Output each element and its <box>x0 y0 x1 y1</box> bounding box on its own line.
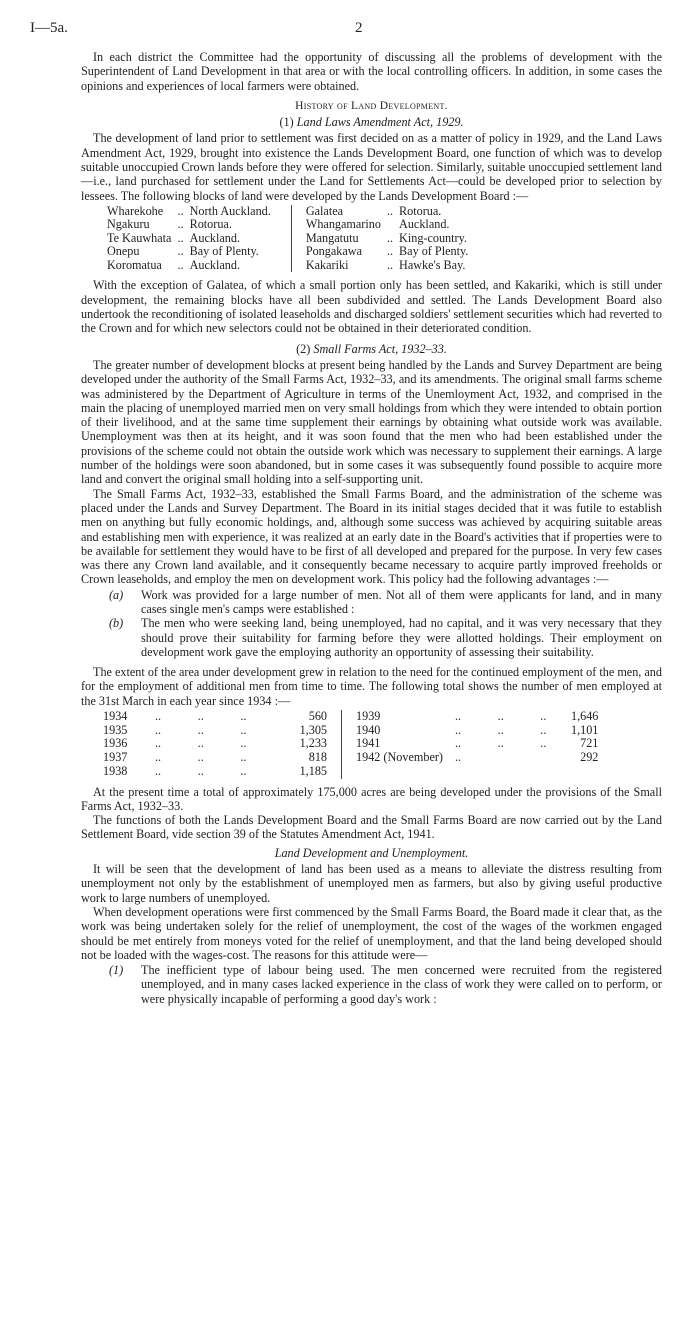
block-region: Auckland. <box>189 257 240 272</box>
section-1-paragraph-2: With the exception of Galatea, of which a small portion only has been settled, and Kakariki, which is still under development, the remaining blocks have all been subdivided and settled. The Lands Development Board also undertook the reconditioning of isolated leaseholds and discharged soldiers' settlement securities which had reverted to the Crown and for which new selectors could not be obtained in their deteriorated condition. <box>81 278 662 336</box>
employment-value-2: 721 <box>580 736 599 751</box>
document-body <box>81 50 662 1006</box>
leader-dots: .. .. .. <box>454 736 547 751</box>
leader-dots: .. .. .. <box>155 722 247 737</box>
block-name: Wharekohe <box>107 203 164 218</box>
section-3-paragraph-2: When development operations were first commenced by the Small Farms Board, the Board made it clear that, as the work was being undertaken solely for the relief of unemployment, the cost of the wages of the workmen engaged should be met entirely from moneys voted for the relief of unemployment, and that the land being developed should not be loaded with the wages-cost. The reasons for this attitude were— <box>81 904 662 962</box>
block-name-2: Mangatutu <box>291 232 387 246</box>
block-row <box>107 259 474 273</box>
employment-value: 818 <box>308 750 327 765</box>
block-region-2: Rotorua. <box>399 203 442 218</box>
employment-year: 1936 <box>103 736 128 751</box>
leader-dots: .. <box>386 230 394 245</box>
employment-value: 1,185 <box>299 763 327 778</box>
reason-item <box>109 963 662 1006</box>
section-2-title: Small Farms Act, 1932–33. <box>313 341 447 356</box>
employment-year: 1934 <box>103 709 128 724</box>
employment-year-2: 1940 <box>342 724 447 738</box>
document-reference: I—5a. <box>30 20 68 36</box>
page-number: 2 <box>355 20 363 36</box>
employment-row <box>103 765 602 779</box>
block-name: Ngakuru <box>107 217 150 232</box>
leader-dots: .. .. .. <box>155 763 247 778</box>
employment-value: 560 <box>308 709 327 724</box>
section-2-paragraph-5: The functions of both the Lands Development Board and the Small Farms Board are now carried out by the Land Settlement Board, vide section 39 of the Statutes Amendment Act, 1941. <box>81 813 662 842</box>
advantage-item <box>109 588 662 617</box>
leader-dots <box>447 765 550 779</box>
block-row <box>107 245 474 259</box>
block-region: Auckland. <box>189 230 240 245</box>
section-1-number: (1) <box>279 115 294 130</box>
block-region: Bay of Plenty. <box>189 244 259 259</box>
leader-dots: .. <box>386 244 394 259</box>
leader-dots: .. <box>386 203 394 218</box>
history-heading: History of Land Development. <box>295 99 448 112</box>
block-row <box>107 205 474 219</box>
block-region-2: Auckland. <box>399 217 450 232</box>
employment-year-2: 1941 <box>342 737 447 751</box>
employment-value: 1,305 <box>299 722 327 737</box>
block-name-2: Kakariki <box>291 259 387 273</box>
leader-dots: .. .. .. <box>454 722 547 737</box>
employment-year: 1937 <box>103 750 128 765</box>
section-3-heading: Land Development and Unemployment. <box>274 845 469 860</box>
reasons-list <box>81 963 662 1006</box>
advantages-list <box>81 588 662 659</box>
list-label: (1) <box>109 963 124 978</box>
employment-row <box>103 751 602 765</box>
list-text: The inefficient type of labour being used. The men concerned were recruited from the registered unemployed, and in many cases lacked experience in the class of work they were called on to perform, or were physically incapable of performing a good day's work : <box>141 963 662 1006</box>
page-header <box>30 20 670 40</box>
section-2-paragraph-1: The greater number of development blocks at present being handled by the Lands and Survey Department are being developed under the authority of the Small Farms Act, 1932–33, and its amendments. The original small farms scheme was administered by the Department of Agriculture in terms of the Unemloyment Act, 1932, and comprised in the main the placing of unemployed married men on very small holdings from which they were intended to obtain portion of their livelihood, and at the same time supplement their earnings by obtaining what outside work was available. Unemployment was then at its height, and it was soon found that the men who had been established under the provisions of the scheme could not obtain the outside work which was necessary to supplement their earnings. A large number of the holdings were soon abandoned, but in some cases it was subsequently found possible to acquire more land and convert the original small holding into a self-supporting unit. <box>81 357 662 487</box>
section-1-heading <box>81 115 662 129</box>
list-label: (b) <box>109 616 124 631</box>
block-name: Koromatua <box>107 257 162 272</box>
employment-year-2: 1939 <box>342 710 447 724</box>
leader-dots: .. <box>454 750 462 765</box>
leader-dots: .. <box>386 257 394 272</box>
block-name-2: Whangamarino <box>291 218 387 232</box>
employment-year-2: 1942 (November) <box>342 751 447 765</box>
development-blocks-table <box>107 205 474 273</box>
block-name-2: Pongakawa <box>291 245 387 259</box>
block-region-2: King-country. <box>399 230 467 245</box>
block-row <box>107 232 474 246</box>
block-name: Te Kauwhata <box>107 230 172 245</box>
block-row <box>107 218 474 232</box>
leader-dots <box>387 218 399 232</box>
intro-paragraph: In each district the Committee had the opportunity of discussing all the problems of development with the Superintendent of Land Development in that area or with the local controlling officers. In addition, in some cases the opinions and experiences of local farmers were obtained. <box>81 50 662 93</box>
advantage-item <box>109 616 662 659</box>
leader-dots: .. <box>177 257 184 272</box>
employment-row <box>103 710 602 724</box>
section-2-heading <box>81 342 662 356</box>
employment-value: 1,233 <box>299 736 327 751</box>
section-2-paragraph-4: At the present time a total of approximately 175,000 acres are being developed under the provisions of the Small Farms Act, 1932–33. <box>81 784 662 813</box>
leader-dots: .. <box>177 230 184 245</box>
leader-dots: .. <box>177 203 184 218</box>
block-region: Rotorua. <box>189 217 232 232</box>
section-2-paragraph-3: The extent of the area under development grew in relation to the need for the continued employment of the men, and for the employment of additional men from time to time. The following total shows the number of men employed at the 31st March in each year since 1934 :— <box>81 665 662 708</box>
list-text: The men who were seeking land, being unemployed, had no capital, and it was very necessary that they should prove their suitability for farming before they were allotted holdings. Their employment on development work gave the employing authority an opportunity of assessing their suitability. <box>141 616 662 659</box>
section-1-paragraph-1: The development of land prior to settlement was first decided on as a matter of policy in 1929, and the Land Laws Amendment Act, 1929, brought into existence the Lands Development Board, one function of which was to develop suitable unoccupied Crown lands before they were offered for selection. Similarly, suitable unoccupied settlement land—i.e., land purchased for settlement under the Land for Settlements Act—could be developed prior to selection by lessees. The following blocks of land were developed by the Lands Development Board :— <box>81 131 662 203</box>
employment-value-2: 292 <box>580 750 599 765</box>
leader-dots: .. .. .. <box>155 709 247 724</box>
employment-value-2: 1,646 <box>570 709 599 724</box>
block-region: North Auckland. <box>189 203 271 218</box>
employment-value-2: 1,101 <box>570 722 599 737</box>
employment-row <box>103 737 602 751</box>
leader-dots: .. .. .. <box>155 750 247 765</box>
section-3-paragraph-1: It will be seen that the development of land has been used as a means to alleviate the distress resulting from unemployment not only by the establishment of unemployed men as farmers, but also by giving useful productive work to large numbers of unemployed. <box>81 862 662 905</box>
section-2-number: (2) <box>296 341 311 356</box>
leader-dots: .. <box>177 244 184 259</box>
leader-dots: .. <box>177 217 184 232</box>
employment-table <box>103 710 602 779</box>
leader-dots: .. .. .. <box>454 709 547 724</box>
employment-row <box>103 724 602 738</box>
block-name: Onepu <box>107 244 140 259</box>
block-region-2: Hawke's Bay. <box>399 257 466 272</box>
employment-value-2 <box>550 765 602 779</box>
leader-dots: .. .. .. <box>155 736 247 751</box>
employment-year: 1935 <box>103 722 128 737</box>
employment-year: 1938 <box>103 763 128 778</box>
block-region-2: Bay of Plenty. <box>399 244 469 259</box>
list-label: (a) <box>109 587 124 602</box>
list-text: Work was provided for a large number of men. Not all of them were applicants for land, and in many cases single men's camps were established : <box>141 587 662 616</box>
employment-year-2 <box>342 765 447 779</box>
section-2-paragraph-2: The Small Farms Act, 1932–33, established the Small Farms Board, and the administration of the scheme was placed under the Lands and Survey Department. The Board in its initial stages decided that it was futile to establish men on anything but fully economic holdings, and, although some success was achieved by acquiring suitable areas and establishing men with experience, it was realized at an early date in the Board's activities that if properties were to be available for settlement they would have to be first of all developed and prepared for the purpose. In very few cases was there any Crown land available, and it consequently became necessary to acquire partly improved freeholds or Crown leaseholds, and employ the men on development work. This policy had the following advantages :— <box>81 486 662 587</box>
block-name-2: Galatea <box>291 205 387 219</box>
section-1-title: Land Laws Amendment Act, 1929. <box>296 115 464 130</box>
